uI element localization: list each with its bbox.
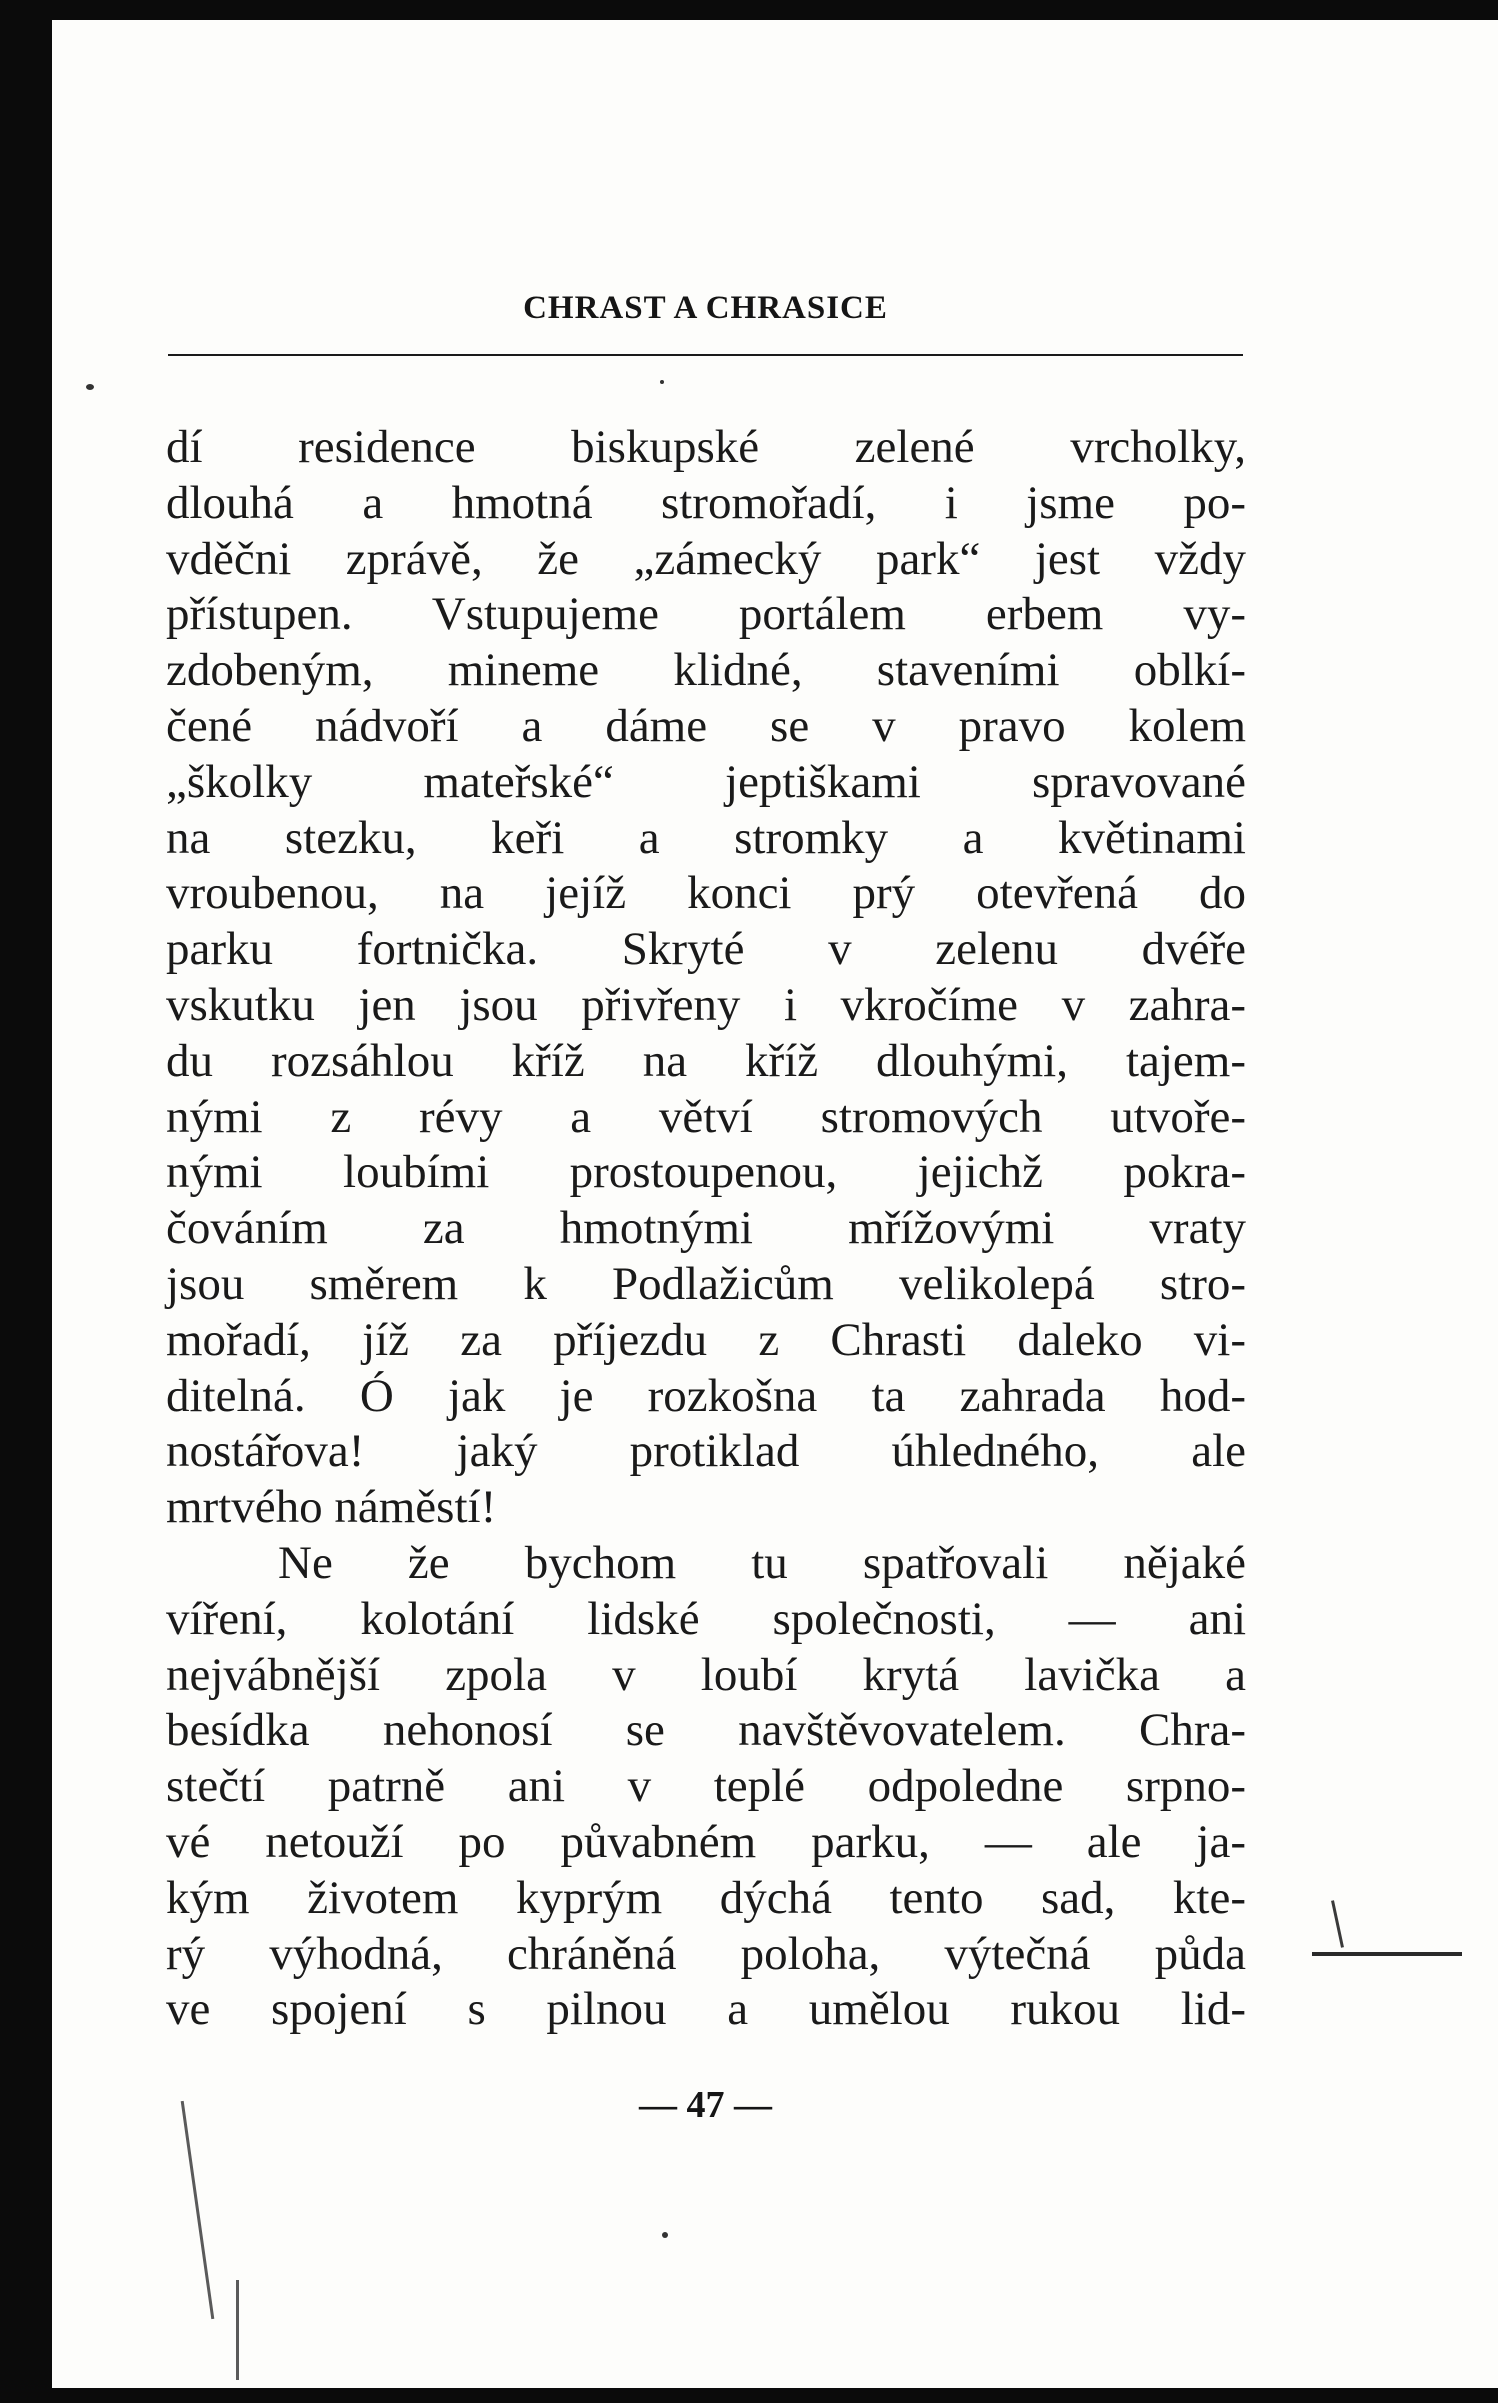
text-line: vděčni zprávě, že „zámecký park“ jest vždy bbox=[166, 532, 1246, 585]
text-line: nými z révy a větví stromových utvoře- bbox=[166, 1090, 1246, 1143]
text-line: nejvábnější zpola v loubí krytá lavička a bbox=[166, 1648, 1246, 1701]
paragraph-2 bbox=[166, 1536, 1246, 2038]
text-line: dlouhá a hmotná stromořadí, i jsme po- bbox=[166, 476, 1246, 529]
text-line: Ne že bychom tu spatřovali nějaké bbox=[278, 1536, 1246, 1589]
scan-mark bbox=[236, 2280, 239, 2380]
text-line: mrtvého náměstí! bbox=[166, 1481, 497, 1534]
scan-speck bbox=[662, 2232, 668, 2238]
text-line: čené nádvoří a dáme se v pravo kolem bbox=[166, 699, 1246, 752]
text-line: rý výhodná, chráněná poloha, výtečná půda bbox=[166, 1927, 1246, 1980]
paragraph-1 bbox=[166, 420, 1246, 1536]
text-line: vskutku jen jsou přivřeny i vkročíme v zahra- bbox=[166, 978, 1246, 1031]
text-line: přístupen. Vstupujeme portálem erbem vy- bbox=[166, 588, 1246, 641]
text-line: stečtí patrně ani v teplé odpoledne srpno- bbox=[166, 1760, 1246, 1813]
text-line: du rozsáhlou kříž na kříž dlouhými, tajem- bbox=[166, 1034, 1246, 1087]
text-line: besídka nehonosí se navštěvovatelem. Chra- bbox=[166, 1704, 1246, 1757]
text-line: víření, kolotání lidské společnosti, — ani bbox=[166, 1592, 1246, 1645]
scan-speck bbox=[86, 384, 94, 390]
scan-mark bbox=[1312, 1952, 1462, 1956]
text-line: na stezku, keři a stromky a květinami bbox=[166, 811, 1246, 864]
running-head: CHRAST A CHRASICE bbox=[523, 290, 888, 326]
text-line: mořadí, jíž za příjezdu z Chrasti daleko vi- bbox=[166, 1313, 1246, 1366]
text-line: ve spojení s pilnou a umělou rukou lid- bbox=[166, 1983, 1246, 2036]
text-line: kým životem kyprým dýchá tento sad, kte- bbox=[166, 1871, 1246, 1924]
scan-speck bbox=[660, 380, 664, 384]
text-line: parku fortnička. Skryté v zelenu dvéře bbox=[166, 923, 1246, 976]
header-rule bbox=[168, 354, 1243, 356]
text-line: vroubenou, na jejíž konci prý otevřená do bbox=[166, 867, 1246, 920]
text-line: vé netouží po půvabném parku, — ale ja- bbox=[166, 1815, 1246, 1868]
page-number: — 47 — bbox=[639, 2084, 772, 2126]
text-line: jsou směrem k Podlažicům velikolepá stro- bbox=[166, 1257, 1246, 1310]
text-line: čováním za hmotnými mřížovými vraty bbox=[166, 1202, 1246, 1255]
body-text bbox=[166, 420, 1246, 2038]
text-line: ditelná. Ó jak je rozkošna ta zahrada hod- bbox=[166, 1369, 1246, 1422]
text-line: dí residence biskupské zelené vrcholky, bbox=[166, 421, 1246, 473]
text-line: nými loubími prostoupenou, jejichž pokra- bbox=[166, 1146, 1246, 1199]
text-line: zdobeným, mineme klidné, staveními oblkí- bbox=[166, 644, 1246, 697]
text-line: „školky mateřské“ jeptiškami spravované bbox=[166, 755, 1246, 808]
text-line: nostářova! jaký protiklad úhledného, ale bbox=[166, 1425, 1246, 1478]
